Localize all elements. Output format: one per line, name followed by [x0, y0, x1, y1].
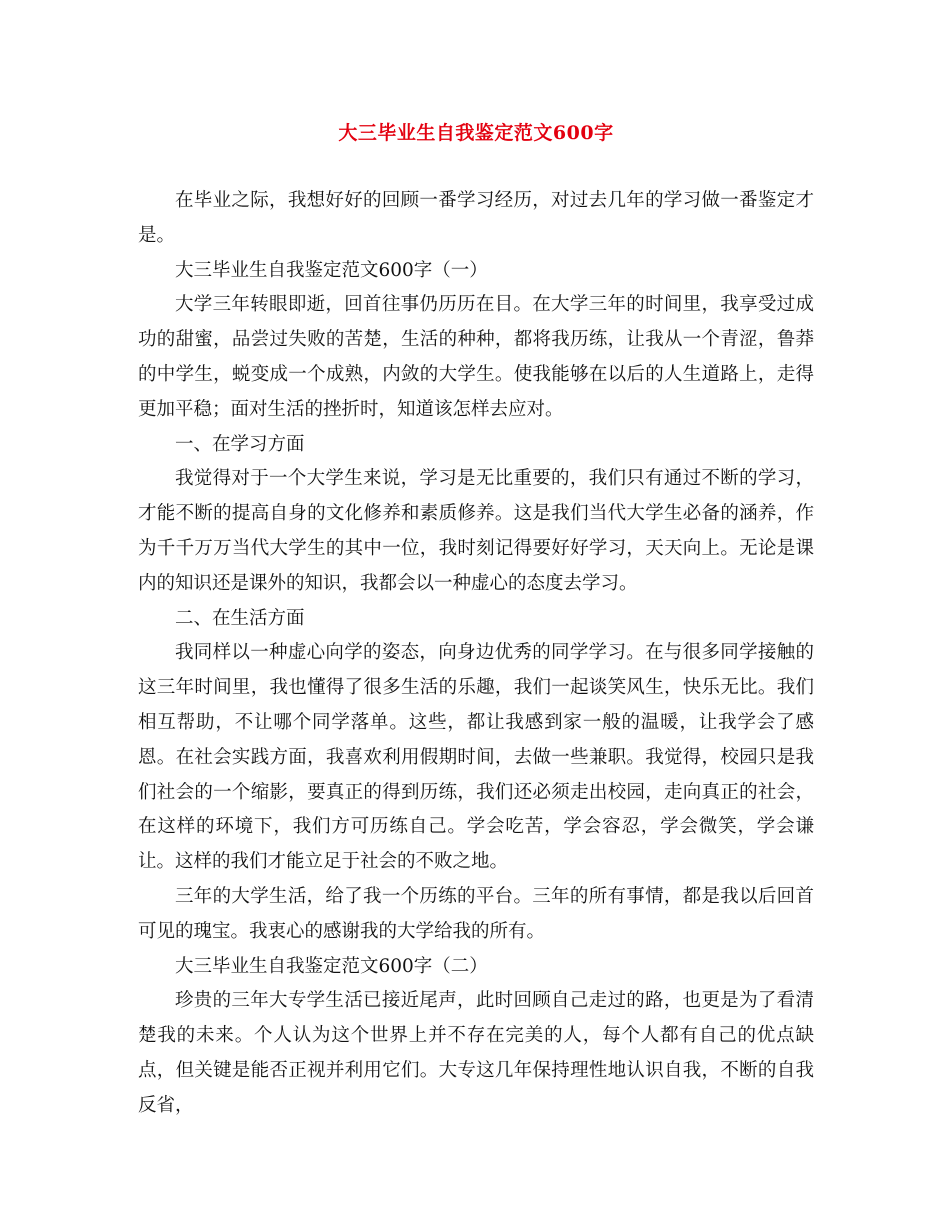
document-page — [138, 118, 814, 1124]
intro-paragraph: 在毕业之际，我想好好的回顾一番学习经历，对过去几年的学习做一番鉴定才是。 — [138, 190, 814, 246]
body-paragraph: 我同样以一种虚心向学的姿态，向身边优秀的同学学习。在与很多同学接触的这三年时间里，我也懂得了很多生活的乐趣，我们一起谈笑风生，快乐无比。我们相互帮助，不让哪个同学落单。这些，都让我感到家一般的温暖，让我学会了感恩。在社会实践方面，我喜欢利用假期时间，去做一些兼职。我觉得，校园只是我们社会的一个缩影，要真正的得到历练，我们还必须走出校园，走向真正的社会，在这样的环境下，我们方可历练自己。学会吃苦，学会容忍，学会微笑，学会谦让。这样的我们才能立足于社会的不败之地。 — [138, 642, 814, 873]
section-heading-two: 大三毕业生自我鉴定范文600字（二） — [175, 955, 488, 977]
body-paragraph: 珍贵的三年大专学生活已接近尾声，此时回顾自己走过的路，也更是为了看清楚我的未来。个人认为这个世界上并不存在完美的人，每个人都有自己的优点缺点，但关键是能否正视并利用它们。大专这几年保持理性地认识自我，不断的自我反省， — [138, 990, 814, 1116]
body-paragraph: 我觉得对于一个大学生来说，学习是无比重要的，我们只有通过不断的学习，才能不断的提高自身的文化修养和素质修养。这是我们当代大学生必备的涵养，作为千千万万当代大学生的其中一位，我时刻记得要好好学习，天天向上。无论是课内的知识还是课外的知识，我都会以一种虚心的态度去学习。 — [138, 468, 814, 594]
subheading-life: 二、在生活方面 — [175, 607, 305, 629]
subheading-study: 一、在学习方面 — [175, 433, 305, 455]
section-heading-one: 大三毕业生自我鉴定范文600字（一） — [175, 259, 488, 281]
body-paragraph: 三年的大学生活，给了我一个历练的平台。三年的所有事情，都是我以后回首可见的瑰宝。我衷心的感谢我的大学给我的所有。 — [138, 885, 814, 942]
document-title: 大三毕业生自我鉴定范文600字 — [338, 122, 614, 144]
body-paragraph: 大学三年转眼即逝，回首往事仍历历在目。在大学三年的时间里，我享受过成功的甜蜜，品尝过失败的苦楚，生活的种种，都将我历练，让我从一个青涩，鲁莽的中学生，蜕变成一个成熟，内敛的大学生。使我能够在以后的人生道路上，走得更加平稳；面对生活的挫折时，知道该怎样去应对。 — [138, 294, 814, 420]
